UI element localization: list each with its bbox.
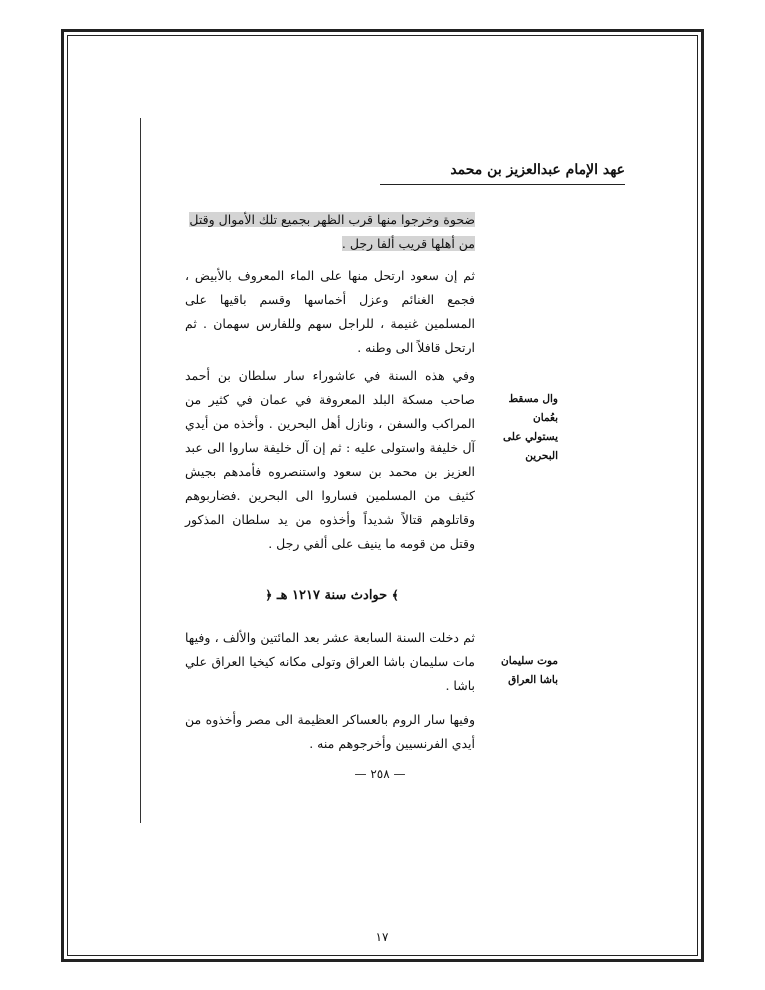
ornament-left: ﴾ xyxy=(391,588,399,602)
paragraph-2 xyxy=(185,264,475,360)
paragraph-3-text: وفي هذه السنة في عاشوراء سار سلطان بن أحمد صاحب مسكة البلد المعروفة في عمان في كثير من المراكب والسفن ، ونازل أهل البحرين . وأخذه من أيدي آل خليفة واستولى عليه : ثم إن آل خليفة ساروا الى عبد العزيز بن محمد بن سعود واستنصروه فأمدهم بجيش كثيف من المسلمين فساروا الى البحرين .فضاربوهم وقاتلوهم قتالاً شديداً وأخذوه من يد سلطان المذكور وقتل من قومه ما ينيف على ألفي رجل . xyxy=(185,368,475,551)
highlighted-line-2: من أهلها قريب ألفا رجل . xyxy=(341,236,475,251)
margin-rule xyxy=(140,118,141,823)
event-heading-text: حوادث سنة ١٢١٧ هـ xyxy=(276,588,388,603)
ornament-right: ﴿ xyxy=(265,588,273,602)
paragraph-4-text: ثم دخلت السنة السابعة عشر بعد المائتين والألف ، وفيها مات سليمان باشا العراق وتولى مكانه كيخيا العراق علي باشا . xyxy=(185,630,475,693)
paragraph-2-text: ثم إن سعود ارتحل منها على الماء المعروف بالأبيض ، فجمع الغنائم وعزل أخماسها وقسم باقيها على المسلمين غنيمة ، للراجل سهم وللفارس سهمان . ثم ارتحل قافلاً الى وطنه . xyxy=(185,268,475,355)
paragraph-4 xyxy=(185,626,475,698)
folio-number: ١٧ xyxy=(375,930,389,944)
paragraph-5 xyxy=(185,708,475,756)
paragraph-5-text: وفيها سار الروم بالعساكر العظيمة الى مصر وأخذوه من أيدي الفرنسيين وأخرجوهم منه . xyxy=(185,712,475,751)
highlighted-line-1: ضحوة وخرجوا منها قرب الظهر بجميع تلك الأموال وقتل xyxy=(189,212,475,227)
page-number: — ٢٥٨ — xyxy=(354,767,406,781)
paragraph-3 xyxy=(185,364,475,556)
running-header: عهد الإمام عبدالعزيز بن محمد xyxy=(380,162,625,185)
side-note-muscat: وال مسقط بعُمان يستولي على البحرين xyxy=(503,393,558,462)
side-note-suleiman: موت سليمان باشا العراق xyxy=(500,655,558,686)
paragraph-1 xyxy=(185,208,475,256)
event-heading xyxy=(252,588,412,603)
